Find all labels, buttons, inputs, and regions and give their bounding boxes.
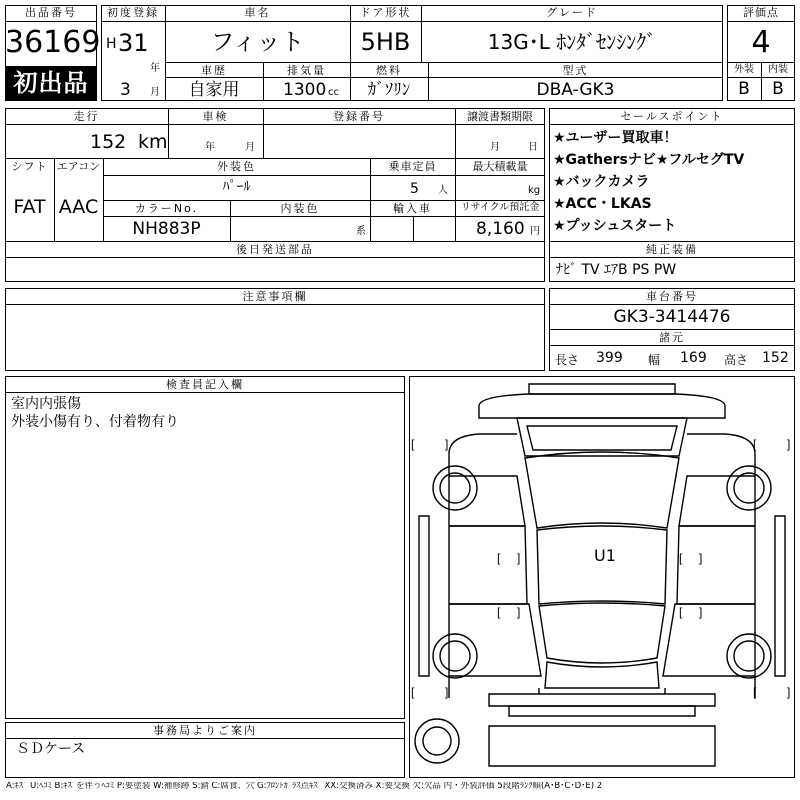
grade: 13G･L ﾎﾝﾀﾞｾﾝｼﾝｸﾞ [487, 30, 657, 54]
spare-wheel [415, 719, 459, 763]
model-label: 型式 [562, 64, 589, 77]
inspector-label: 検査員記入欄 [166, 378, 244, 391]
aircon-label: エアコン [56, 160, 101, 173]
shift: FAT [13, 196, 46, 218]
car-name: フィット [210, 28, 305, 56]
displacement: 1300 [283, 80, 327, 100]
exterior-label: 外装 [734, 64, 754, 75]
history-label: 車歴 [201, 64, 227, 77]
capacity-unit: 人 [438, 185, 448, 196]
max-load-label: 最大積載量 [472, 160, 528, 173]
svg-text:[: [ [411, 437, 415, 451]
interior-grade: B [772, 79, 784, 99]
displacement-label: 排気量 [287, 64, 326, 77]
svg-text:]: ] [699, 551, 703, 565]
score-label: 評価点 [743, 6, 779, 19]
month-unit: 月 [150, 87, 160, 98]
damage-mark: U1 [594, 546, 616, 565]
reg-month: 3 [120, 80, 131, 100]
svg-text:]: ] [787, 437, 791, 451]
mileage: 152 [90, 131, 127, 153]
mileage-label: 走行 [73, 110, 100, 123]
sales-point-item: ★バックカメラ [553, 174, 650, 190]
first-listing-badge: 初出品 [6, 66, 96, 100]
sales-point-item: ★Gathersナビ★フルセグTV [553, 152, 745, 168]
svg-text:[: [ [679, 605, 683, 619]
sales-point-item: ★プッシュスタート [553, 218, 677, 234]
width: 169 [680, 350, 707, 366]
max-load-unit: kg [528, 185, 541, 196]
import-label: 輸入車 [393, 202, 432, 215]
inspection-year-unit: 年 [205, 142, 215, 153]
shift-label: シフト [11, 160, 48, 173]
inspector-note: 外装小傷有り、付着物有り [11, 414, 179, 430]
front-bumper-outline [529, 384, 675, 394]
sales-points-label: セールスポイント [620, 110, 724, 123]
chassis-label: 車台番号 [646, 290, 698, 303]
recycle-fee: 8,160 [476, 219, 525, 239]
inspection-month-unit: 月 [245, 142, 255, 153]
fuel-label: 燃料 [376, 64, 402, 77]
chassis-number: GK3-3414476 [613, 307, 731, 327]
grade-label: グレード [546, 6, 598, 19]
mileage-unit: km [138, 131, 168, 153]
door-type: 5HB [360, 28, 411, 56]
length: 399 [596, 350, 623, 366]
svg-text:[: [ [497, 605, 501, 619]
score: 4 [751, 25, 771, 60]
svg-text:[: [ [753, 437, 757, 451]
interior-color-label: 内装色 [280, 202, 320, 215]
svg-text:[: [ [679, 551, 683, 565]
equipment-label: 純正装備 [646, 243, 698, 256]
era: H [106, 36, 117, 52]
rear-bumper-outline [489, 694, 715, 706]
inspection-label: 車検 [202, 110, 229, 123]
displacement-unit: cc [328, 87, 339, 98]
transfer-month-unit: 月 [490, 142, 500, 153]
exterior-color-label: 外装色 [217, 160, 256, 173]
interior-label: 内装 [768, 64, 788, 75]
color-no: NH883P [132, 219, 201, 239]
registration-number-label: 登録番号 [333, 110, 385, 123]
inspector-note: 室内内張傷 [11, 396, 81, 412]
interior-color-unit: 系 [356, 226, 366, 237]
width-label: 幅 [648, 353, 661, 367]
rear-window-outline [539, 603, 665, 663]
office-note: ＳＤケース [16, 741, 86, 757]
svg-text:]: ] [517, 605, 521, 619]
lot-number-label: 出品番号 [25, 6, 77, 19]
equipment: ﾅﾋﾞ TV ｴｱB PS PW [556, 262, 677, 278]
capacity: 5 [410, 181, 419, 197]
fuel: ｶﾞｿﾘﾝ [367, 80, 411, 100]
office-label: 事務局よりご案内 [153, 724, 257, 737]
svg-text:]: ] [517, 551, 521, 565]
door-label: ドア形状 [359, 6, 412, 19]
sales-point-item: ★ACC・LKAS [553, 196, 652, 212]
roof-outline [537, 526, 667, 604]
height: 152 [762, 350, 789, 366]
notes-label: 注意事項欄 [242, 290, 308, 303]
sales-point-item: ★ユーザー買取車！ [553, 130, 678, 146]
color-no-label: カラーNo. [134, 202, 199, 215]
svg-text:]: ] [699, 605, 703, 619]
windshield-outline [525, 452, 679, 528]
length-label: 長さ [555, 353, 580, 367]
back-door-outline [545, 662, 659, 688]
lot-number: 36169 [5, 25, 101, 60]
svg-text:]: ] [787, 685, 791, 699]
model: DBA-GK3 [536, 80, 615, 100]
recycle-unit: 円 [530, 226, 540, 237]
car-name-label: 車名 [244, 6, 271, 19]
reg-year: 31 [118, 29, 149, 57]
capacity-label: 乗車定員 [388, 160, 437, 173]
transfer-day-unit: 日 [528, 142, 538, 153]
exterior-grade: B [738, 79, 750, 99]
year-unit: 年 [150, 63, 160, 74]
aircon: AAC [58, 196, 99, 218]
dimensions-label: 諸元 [659, 331, 685, 344]
history: 自家用 [188, 80, 240, 100]
recycle-label: リサイクル預託金 [460, 202, 540, 213]
height-label: 高さ [724, 353, 749, 367]
car-body-diagram [409, 376, 795, 778]
svg-text:[: [ [497, 551, 501, 565]
transfer-deadline-label: 譲渡書類期限 [467, 110, 533, 123]
svg-text:]: ] [445, 685, 449, 699]
svg-text:[: [ [411, 685, 415, 699]
svg-text:[: [ [753, 685, 757, 699]
legend-text: A:ｷｽﾞ U:ﾍｺﾐ B:ｷｽﾞを伴うﾍｺﾐ P:要塗装 W:補修跡 S:錆 C:腐食、穴 G:ﾌﾛﾝﾄｶﾞﾗｽ点ｷｽﾞ XX:交換済み X:要交換 欠:欠品 内・外装評価 5段階ﾗﾝｸ順(A･B･C･D･E) 2 [6, 782, 603, 791]
svg-text:]: ] [445, 437, 449, 451]
reg-date-label: 初度登録 [107, 6, 159, 19]
later-parts-label: 後日発送部品 [236, 243, 314, 256]
exterior-color: ﾊﾟｰﾙ [222, 179, 251, 195]
